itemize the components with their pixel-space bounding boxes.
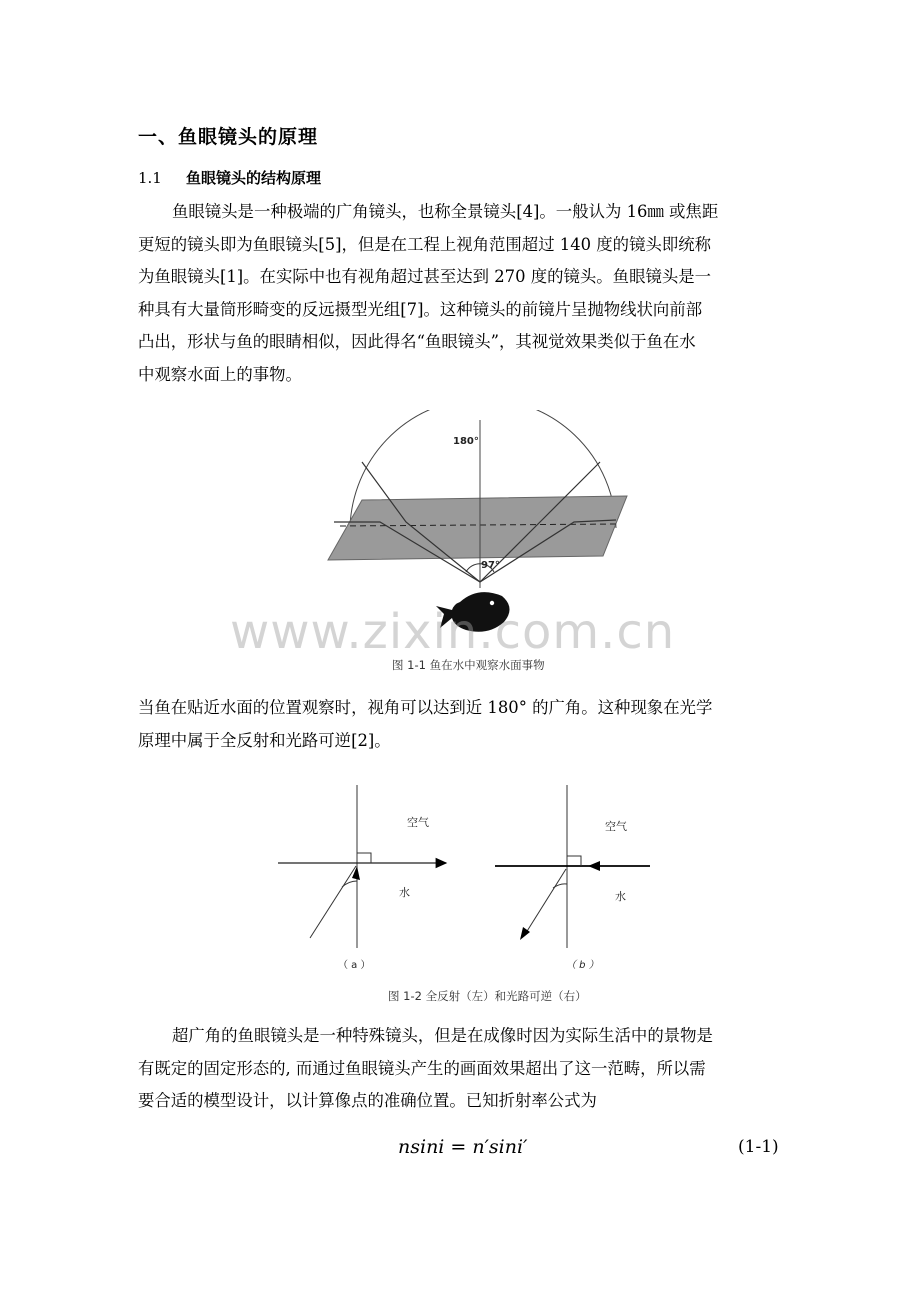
angle-180-label: 180° xyxy=(453,436,479,447)
panel-a xyxy=(278,785,446,971)
text-line: 要合适的模型设计，以计算像点的准确位置。已知折射率公式为 xyxy=(138,1091,597,1110)
paragraph-total-reflection xyxy=(138,692,786,757)
text-line: 为鱼眼镜头[1]。在实际中也有视角超过甚至达到 270 度的镜头。鱼眼镜头是一 xyxy=(138,267,712,286)
text-line: 凸出，形状与鱼的眼睛相似，因此得名“鱼眼镜头”，其视觉效果类似于鱼在水 xyxy=(138,332,696,351)
subsection-title: 鱼眼镜头的结构原理 xyxy=(186,169,322,187)
surface-arrowhead-b xyxy=(588,861,600,871)
refracted-ray-b xyxy=(524,869,566,936)
watermark: www.zixin.com.cn xyxy=(230,604,676,660)
right-angle-mark-b xyxy=(567,856,581,866)
subsection-heading xyxy=(138,167,321,188)
text-line: 鱼眼镜头是一种极端的广角镜头，也称全景镜头[4]。一般认为 16㎜ 或焦距 xyxy=(172,202,719,221)
figure-1-caption: 图 1-1 鱼在水中观察水面事物 xyxy=(392,658,545,672)
air-label-b: 空气 xyxy=(605,820,627,833)
subsection-number: 1.1 xyxy=(138,169,162,187)
water-label-b: 水 xyxy=(615,890,626,903)
section-heading: 一、鱼眼镜头的原理 xyxy=(138,126,319,148)
refraction-figure xyxy=(270,780,660,980)
paragraph-fisheye-model xyxy=(138,1020,786,1118)
text-line: 原理中属于全反射和光路可逆[2]。 xyxy=(138,730,391,750)
text-line: 有既定的固定形态的, 而通过鱼眼镜头产生的画面效果超出了这一范畴，所以需 xyxy=(138,1058,706,1078)
air-label-a: 空气 xyxy=(407,816,429,829)
text-line: 中观察水面上的事物。 xyxy=(138,364,302,384)
text-line: 种具有大量筒形畸变的反远摄型光组[7]。这种镜头的前镜片呈抛物线状向前部 xyxy=(138,299,703,319)
ray-arrowhead-a xyxy=(352,866,360,880)
paragraph-intro xyxy=(138,196,786,391)
formula-number: (1-1) xyxy=(738,1137,779,1157)
text-line: 更短的镜头即为鱼眼镜头[5]，但是在工程上视角范围超过 140 度的镜头即统称 xyxy=(138,234,712,254)
water-label-a: 水 xyxy=(399,886,410,899)
angle-97-label: 97° xyxy=(481,560,500,571)
text-line: 超广角的鱼眼镜头是一种特殊镜头，但是在成像时因为实际生活中的景物是 xyxy=(172,1026,713,1045)
water-surface-plane xyxy=(328,496,627,560)
refraction-formula: nsini = n′sini′ xyxy=(398,1136,528,1158)
text-line: 当鱼在贴近水面的位置观察时，视角可以达到近 180° 的广角。这种现象在光学 xyxy=(138,698,713,717)
panel-label-b: （ b ） xyxy=(566,960,599,971)
incident-ray-a xyxy=(310,866,356,938)
figure-2-caption: 图 1-2 全反射（左）和光路可逆（右） xyxy=(388,989,587,1003)
panel-b xyxy=(495,785,650,971)
panel-label-a: （ a ） xyxy=(338,960,371,971)
right-angle-mark-a xyxy=(357,853,371,863)
